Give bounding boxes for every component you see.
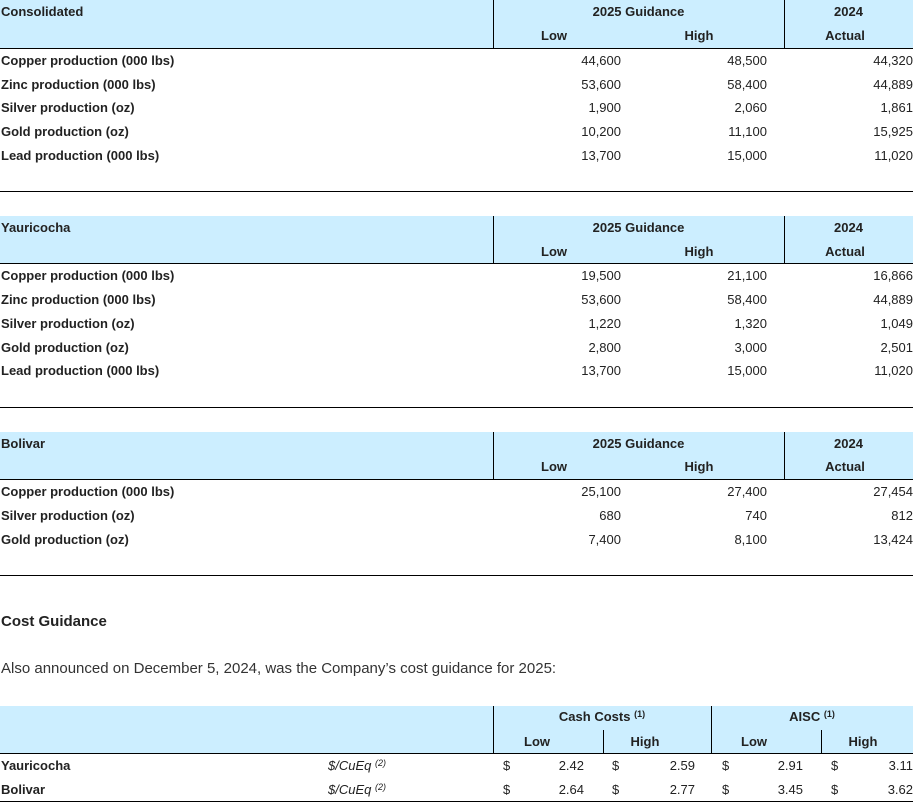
group-header-year: 2024: [834, 220, 863, 235]
cell-low: 44,600: [581, 53, 621, 68]
section-heading: Cost Guidance: [1, 613, 107, 630]
cell-low: 1,220: [588, 316, 621, 331]
row-label: Copper production (000 lbs): [1, 53, 175, 68]
row-label: Lead production (000 lbs): [1, 148, 160, 163]
currency-symbol: $: [831, 782, 839, 797]
row-label: Copper production (000 lbs): [1, 484, 175, 499]
col-header-low: Low: [541, 459, 567, 474]
cell-low: 19,500: [581, 268, 621, 283]
row-label: Silver production (oz): [1, 508, 135, 523]
col-header-low: Low: [524, 734, 550, 749]
cell-low: 13,700: [581, 363, 621, 378]
row-label: Gold production (oz): [1, 340, 129, 355]
cell-cash-low: 2.64: [558, 782, 584, 797]
row-label: Yauricocha: [1, 758, 71, 773]
cell-cash-low: 2.42: [558, 758, 584, 773]
cell-high: 21,100: [727, 268, 767, 283]
section-title: Bolivar: [1, 436, 46, 451]
rule: [0, 575, 913, 576]
cell-high: 2,060: [734, 100, 767, 115]
cell-high: 27,400: [727, 484, 767, 499]
col-header-high: High: [684, 459, 714, 474]
col-header-actual: Actual: [825, 459, 865, 474]
cell-actual: 16,866: [873, 268, 913, 283]
footnote-ref: (1): [634, 709, 646, 719]
row-label: Copper production (000 lbs): [1, 268, 175, 283]
rule: [0, 479, 913, 480]
cell-actual: 812: [891, 508, 913, 523]
cell-actual: 2,501: [880, 340, 913, 355]
row-label: Bolivar: [1, 782, 46, 797]
cell-low: 53,600: [581, 292, 621, 307]
col-header-high: High: [630, 734, 660, 749]
unit-text: $/CuEq: [328, 758, 372, 773]
rule: [0, 191, 913, 192]
cell-high: 15,000: [727, 148, 767, 163]
cell-cash-high: 2.59: [669, 758, 695, 773]
cell-low: 25,100: [581, 484, 621, 499]
currency-symbol: $: [503, 758, 511, 773]
footnote-ref: (2): [375, 782, 386, 792]
rule: [0, 407, 913, 408]
cell-actual: 11,020: [874, 148, 913, 163]
currency-symbol: $: [831, 758, 839, 773]
cell-low: 7,400: [588, 532, 621, 547]
col-header-high: High: [684, 28, 714, 43]
cell-high: 58,400: [727, 292, 767, 307]
cell-high: 1,320: [734, 316, 767, 331]
currency-symbol: $: [612, 758, 620, 773]
group-header-guidance: 2025 Guidance: [592, 436, 685, 451]
currency-symbol: $: [612, 782, 620, 797]
rule: [0, 801, 913, 802]
group-header-cash-costs: [493, 709, 711, 724]
cell-aisc-low: 3.45: [777, 782, 803, 797]
cell-high: 3,000: [734, 340, 767, 355]
cell-aisc-high: 3.11: [888, 758, 913, 773]
rule: [0, 263, 913, 264]
cell-actual: 13,424: [873, 532, 913, 547]
cell-actual: 15,925: [873, 124, 913, 139]
col-header-low: Low: [541, 244, 567, 259]
col-header-low: Low: [541, 28, 567, 43]
group-header-year: 2024: [834, 436, 863, 451]
group-header-guidance: 2025 Guidance: [592, 220, 685, 235]
cell-low: 680: [599, 508, 621, 523]
intro-paragraph: Also announced on December 5, 2024, was the Company’s cost guidance for 2025:: [1, 660, 557, 677]
row-label: Silver production (oz): [1, 100, 135, 115]
unit-label: [328, 758, 386, 773]
cell-actual: 44,889: [873, 77, 913, 92]
section-title: Consolidated: [1, 4, 84, 19]
cell-actual: 27,454: [873, 484, 913, 499]
cell-low: 13,700: [581, 148, 621, 163]
row-label: Zinc production (000 lbs): [1, 292, 156, 307]
group-header-year: 2024: [834, 4, 863, 19]
cell-high: 8,100: [734, 532, 767, 547]
row-label: Silver production (oz): [1, 316, 135, 331]
cell-actual: 44,320: [873, 53, 913, 68]
col-header-low: Low: [741, 734, 767, 749]
cell-high: 11,100: [728, 124, 767, 139]
group-label: Cash Costs: [558, 709, 631, 724]
cell-high: 740: [745, 508, 767, 523]
row-label: Gold production (oz): [1, 532, 129, 547]
unit-text: $/CuEq: [328, 782, 372, 797]
unit-label: [328, 782, 386, 797]
row-label: Gold production (oz): [1, 124, 129, 139]
cell-low: 2,800: [588, 340, 621, 355]
col-header-actual: Actual: [825, 28, 865, 43]
group-header-guidance: 2025 Guidance: [592, 4, 685, 19]
currency-symbol: $: [503, 782, 511, 797]
col-header-high: High: [684, 244, 714, 259]
cell-cash-high: 2.77: [669, 782, 695, 797]
cell-actual: 1,049: [880, 316, 913, 331]
col-header-actual: Actual: [825, 244, 865, 259]
cell-high: 15,000: [727, 363, 767, 378]
cell-high: 48,500: [727, 53, 767, 68]
cell-low: 10,200: [581, 124, 621, 139]
group-header-aisc: [711, 709, 913, 724]
col-header-high: High: [848, 734, 878, 749]
row-label: Zinc production (000 lbs): [1, 77, 156, 92]
cell-low: 53,600: [581, 77, 621, 92]
cell-actual: 1,861: [880, 100, 913, 115]
row-label: Lead production (000 lbs): [1, 363, 160, 378]
footnote-ref: (2): [375, 758, 386, 768]
currency-symbol: $: [722, 782, 730, 797]
cell-low: 1,900: [588, 100, 621, 115]
cell-high: 58,400: [727, 77, 767, 92]
cell-actual: 11,020: [874, 363, 913, 378]
cell-actual: 44,889: [873, 292, 913, 307]
footnote-ref: (1): [823, 709, 835, 719]
rule: [0, 48, 913, 49]
section-title: Yauricocha: [1, 220, 71, 235]
group-label: AISC: [789, 709, 821, 724]
cell-aisc-high: 3.62: [887, 782, 913, 797]
rule: [0, 753, 913, 754]
cell-aisc-low: 2.91: [777, 758, 803, 773]
currency-symbol: $: [722, 758, 730, 773]
